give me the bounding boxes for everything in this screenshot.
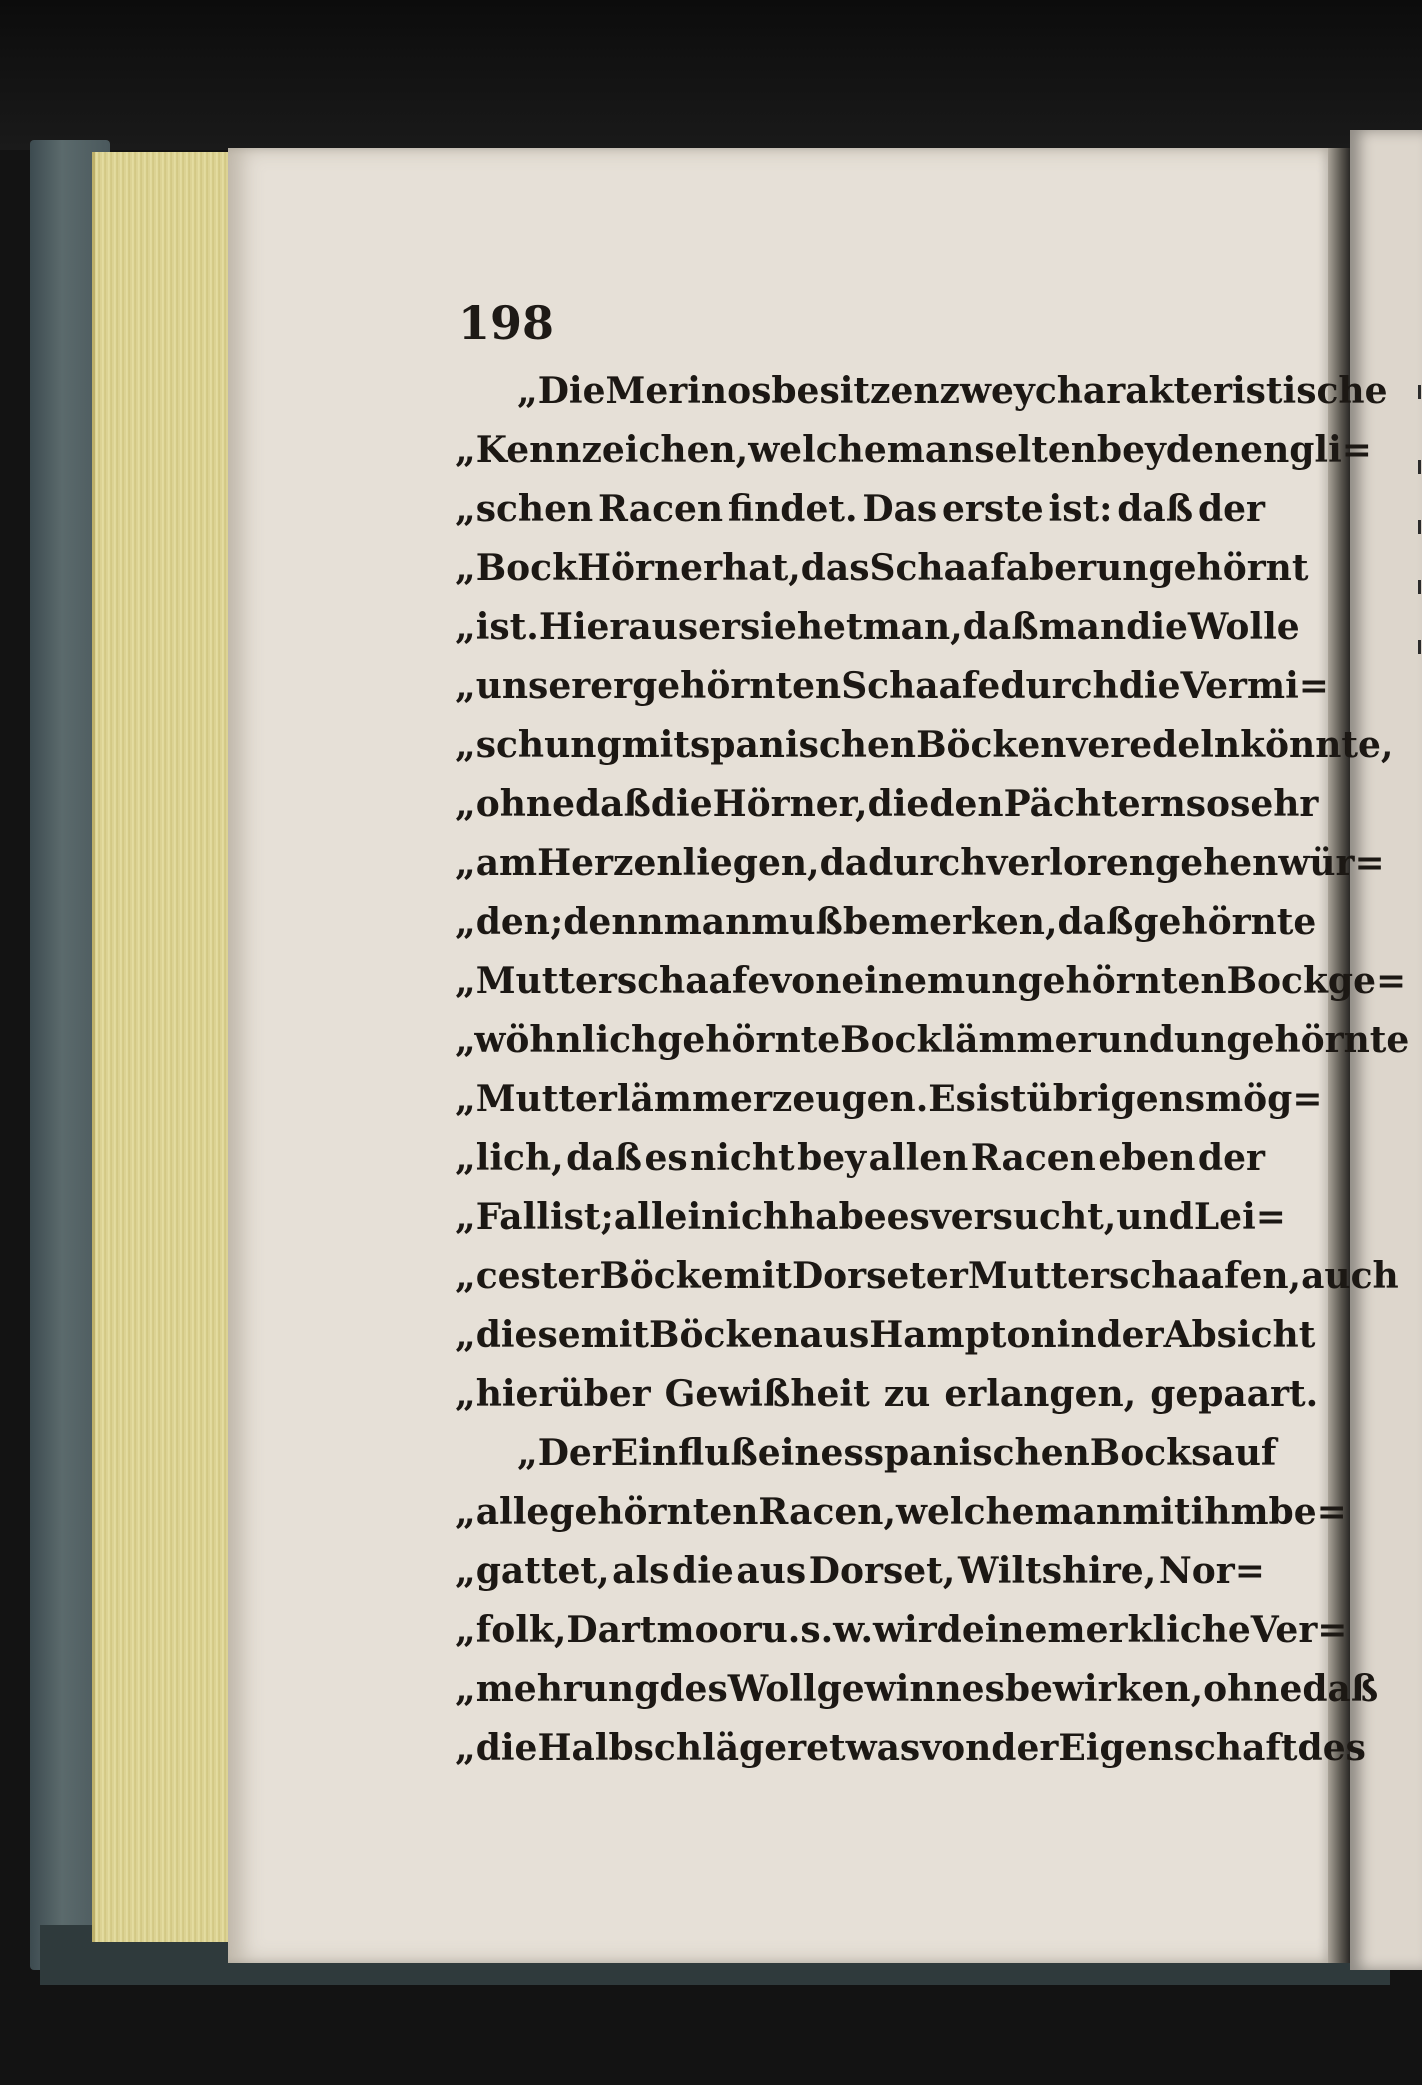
text-line: „diese mit Böcken aus Hampton in der Absicht [455,1314,1316,1356]
facing-page-mark [1418,385,1421,399]
text-line: „gattet, als die aus Dorset, Wiltshire, Nor= [455,1550,1265,1592]
text-line: „Die Merinos besitzen zwey charakteristische [517,370,1388,412]
text-line: „lich, daß es nicht bey allen Racen eben der [455,1137,1265,1179]
text-line: „ohne daß die Hörner, die den Pächtern so sehr [455,783,1319,825]
text-line: „wöhnlich gehörnte Bocklämmer und ungehörnte [455,1019,1410,1061]
text-line: „Kennzeichen, welche man selten bey den engli= [455,429,1372,471]
text-line: „mehrung des Wollgewinnes bewirken, ohne daß [455,1668,1379,1710]
text-line: „Fall ist; allein ich habe es versucht, und Lei= [455,1196,1286,1238]
text-line: „folk, Dartmoor u. s. w. wird eine merkliche Ver= [455,1609,1348,1651]
facing-page-mark [1418,460,1421,474]
text-line: „die Halbschläger etwas von der Eigenschaft des [455,1727,1366,1769]
text-line: „schung mit spanischen Böcken veredeln könnte, [455,724,1394,766]
text-line: „hierüber Gewißheit zu erlangen, gepaart. [455,1373,1319,1415]
facing-page-mark [1418,520,1421,534]
page-number: 198 [458,296,555,350]
text-line: „ist. Hieraus ersiehet man, daß man die Wolle [455,606,1300,648]
text-line: „unserer gehörnten Schaafe durch die Vermi= [455,665,1329,707]
facing-page-mark [1418,640,1421,654]
text-line: „Mutterlämmer zeugen. Es ist übrigens mög= [455,1078,1323,1120]
text-line: „am Herzen liegen, dadurch verloren gehen wür= [455,842,1385,884]
background-top [0,0,1422,150]
text-line: „den; denn man muß bemerken, daß gehörnte [455,901,1317,943]
page-edges [92,152,235,1942]
facing-page-mark [1418,580,1421,594]
text-line: „schen Racen findet. Das erste ist: daß der [455,488,1265,530]
body-text [455,370,1410,1786]
text-line: „alle gehörnten Racen, welche man mit ihm be= [455,1491,1347,1533]
text-line: „cester Böcke mit Dorseter Mutterschaafen, auch [455,1255,1399,1297]
text-line: „Bock Hörner hat, das Schaaf aber ungehörnt [455,547,1309,589]
text-line: „Mutterschaafe von einem ungehörnten Bock ge= [455,960,1407,1002]
text-line: „Der Einfluß eines spanischen Bocks auf [517,1432,1277,1474]
